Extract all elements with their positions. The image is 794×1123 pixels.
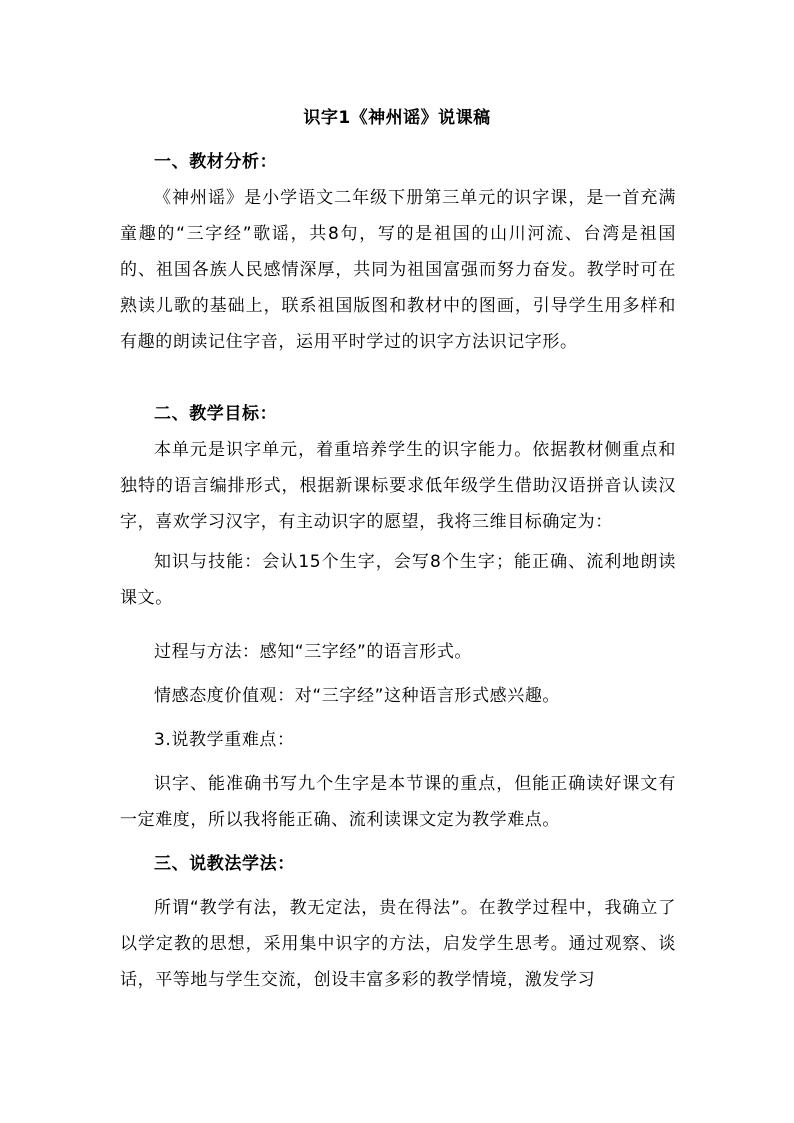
subheading-key-difficulties: 3.说教学重难点：: [154, 730, 295, 750]
section-heading-materials: 一、教材分析：: [154, 152, 278, 172]
goal-knowledge-skills: 知识与技能：会认15个生字，会写8个生字；能正确、流利地朗读课文。: [120, 552, 676, 608]
section-heading-methods: 三、说教法学法：: [154, 854, 295, 874]
paragraph-teaching-methods: 所谓“教学有法，教无定法，贵在得法”。在教学过程中，我确立了以学定教的思想，采用集中识字的方法，启发学生思考。通过观察、谈话，平等地与学生交流，创设丰富多彩的教学情境，激发学习: [120, 898, 676, 990]
paragraph-materials-analysis: 《神州谣》是小学语文二年级下册第三单元的识字课，是一首充满童趣的“三字经”歌谣，共8句，写的是祖国的山川河流、台湾是祖国的、祖国各族人民感情深厚，共同为祖国富强而努力奋发。教学时可在熟读儿歌的基础上，联系祖国版图和教材中的图画，引导学生用多样和有趣的朗读记住字音，运用平时学过的识字方法识记字形。: [120, 188, 676, 352]
section-heading-goals: 二、教学目标：: [154, 404, 278, 424]
paragraph-goals-intro: 本单元是识字单元，着重培养学生的识字能力。依据教材侧重点和独特的语言编排形式，根据新课标要求低年级学生借助汉语拼音认读汉字，喜欢学习汉字，有主动识字的愿望，我将三维目标确定为：: [120, 440, 676, 532]
goal-process-methods: 过程与方法：感知“三字经”的语言形式。: [154, 642, 473, 662]
paragraph-key-difficulties: 识字、能准确书写九个生字是本节课的重点，但能正确读好课文有一定难度，所以我将能正确、流利读课文定为教学难点。: [120, 774, 676, 830]
goal-emotion-values: 情感态度价值观：对“三字经”这种语言形式感兴趣。: [154, 686, 561, 706]
document-title: 识字1《神州谣》说课稿: [303, 108, 491, 128]
